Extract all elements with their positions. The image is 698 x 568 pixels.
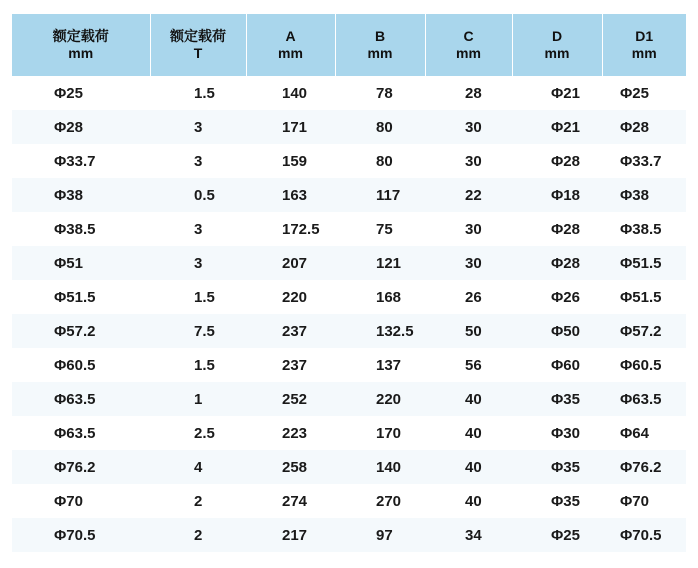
table-cell (12, 280, 150, 314)
table-cell (425, 246, 512, 280)
table-cell (602, 348, 686, 382)
cell-value: 237 (282, 322, 308, 340)
cell-value: Φ33.7 (620, 152, 662, 170)
table-cell (12, 212, 150, 246)
cell-value: Φ35 (551, 390, 580, 408)
table-row (12, 178, 686, 212)
table-cell (512, 416, 602, 450)
table-row (12, 416, 686, 450)
cell-value: Φ51.5 (620, 254, 662, 272)
cell-value: 121 (376, 254, 402, 272)
table-cell (12, 450, 150, 484)
table-body (12, 76, 686, 552)
table-cell (335, 280, 425, 314)
table-cell (335, 144, 425, 178)
cell-value: 40 (465, 424, 482, 442)
cell-value: 40 (465, 458, 482, 476)
cell-value: Φ25 (620, 84, 649, 102)
table-cell (12, 382, 150, 416)
cell-value: Φ38.5 (620, 220, 662, 238)
cell-value: Φ21 (551, 84, 580, 102)
table-cell (425, 450, 512, 484)
table-cell (150, 484, 246, 518)
cell-value: 207 (282, 254, 308, 272)
table-cell (425, 178, 512, 212)
table-cell (425, 110, 512, 144)
cell-value: Φ70.5 (620, 526, 662, 544)
cell-value: 140 (376, 458, 402, 476)
table-cell (246, 348, 335, 382)
table-cell (335, 416, 425, 450)
table-cell (246, 280, 335, 314)
table-cell (512, 450, 602, 484)
cell-value: Φ57.2 (620, 322, 662, 340)
table-row (12, 314, 686, 348)
table-row (12, 76, 686, 110)
cell-value: 137 (376, 356, 402, 374)
table-cell (150, 280, 246, 314)
cell-value: 3 (194, 118, 203, 136)
cell-value: Φ25 (551, 526, 580, 544)
column-header-unit: mm (278, 45, 303, 61)
table-cell (425, 382, 512, 416)
table-cell (512, 518, 602, 552)
cell-value: 237 (282, 356, 308, 374)
cell-value: 80 (376, 152, 393, 170)
cell-value: Φ38.5 (54, 220, 96, 238)
cell-value: Φ51.5 (620, 288, 662, 306)
cell-value: 30 (465, 152, 482, 170)
table-cell (12, 110, 150, 144)
cell-value: 2 (194, 492, 203, 510)
table-cell (335, 314, 425, 348)
table-cell (150, 212, 246, 246)
table-cell (335, 110, 425, 144)
table-cell (150, 450, 246, 484)
table-cell (150, 348, 246, 382)
cell-value: Φ57.2 (54, 322, 96, 340)
cell-value: 4 (194, 458, 203, 476)
table-cell (246, 416, 335, 450)
cell-value: 7.5 (194, 322, 215, 340)
table-cell (246, 450, 335, 484)
table-cell (602, 178, 686, 212)
table-cell (602, 416, 686, 450)
column-header-unit: mm (68, 45, 94, 61)
table-cell (425, 484, 512, 518)
cell-value: 28 (465, 84, 482, 102)
cell-value: 30 (465, 254, 482, 272)
table-cell (150, 518, 246, 552)
cell-value: 50 (465, 322, 482, 340)
table-row (12, 518, 686, 552)
cell-value: Φ35 (551, 458, 580, 476)
column-header-unit: mm (456, 45, 481, 61)
cell-value: 3 (194, 254, 203, 272)
table-row (12, 246, 686, 280)
cell-value: Φ28 (551, 254, 580, 272)
table-cell (12, 178, 150, 212)
cell-value: 2.5 (194, 424, 215, 442)
cell-value: 78 (376, 84, 393, 102)
table-cell (335, 178, 425, 212)
table-cell (12, 76, 150, 110)
table-cell (602, 484, 686, 518)
table-cell (602, 280, 686, 314)
table-cell (602, 110, 686, 144)
cell-value: Φ21 (551, 118, 580, 136)
cell-value: 168 (376, 288, 402, 306)
table-cell (425, 416, 512, 450)
cell-value: 40 (465, 492, 482, 510)
table-cell (602, 246, 686, 280)
cell-value: 80 (376, 118, 393, 136)
table-row (12, 450, 686, 484)
table-cell (425, 348, 512, 382)
cell-value: 56 (465, 356, 482, 374)
table-cell (512, 178, 602, 212)
header-row (12, 14, 686, 76)
table-cell (602, 450, 686, 484)
cell-value: 163 (282, 186, 308, 204)
cell-value: Φ25 (54, 84, 83, 102)
table-cell (12, 246, 150, 280)
cell-value: Φ63.5 (620, 390, 662, 408)
table-cell (150, 144, 246, 178)
cell-value: Φ64 (620, 424, 649, 442)
table-cell (150, 382, 246, 416)
cell-value: 30 (465, 220, 482, 238)
table-cell (150, 110, 246, 144)
cell-value: 258 (282, 458, 308, 476)
cell-value: 220 (282, 288, 308, 306)
table-cell (335, 246, 425, 280)
column-header-title: 额定载荷 (52, 28, 109, 44)
table-cell (246, 314, 335, 348)
cell-value: 270 (376, 492, 402, 510)
column-header-unit: mm (631, 45, 657, 61)
table-cell (246, 382, 335, 416)
column-header-title: C (463, 28, 474, 44)
cell-value: Φ60 (551, 356, 580, 374)
table-cell (512, 484, 602, 518)
column-header-title: 额定载荷 (170, 28, 226, 44)
table-cell (12, 348, 150, 382)
table-cell (335, 518, 425, 552)
table-cell (246, 110, 335, 144)
cell-value: Φ38 (54, 186, 83, 204)
table-cell (246, 518, 335, 552)
cell-value: 30 (465, 118, 482, 136)
column-header-unit: T (193, 45, 203, 61)
cell-value: Φ50 (551, 322, 580, 340)
cell-value: Φ70 (620, 492, 649, 510)
table-cell (150, 416, 246, 450)
cell-value: Φ18 (551, 186, 580, 204)
cell-value: Φ33.7 (54, 152, 96, 170)
cell-value: Φ38 (620, 186, 649, 204)
cell-value: 3 (194, 152, 203, 170)
cell-value: 117 (376, 186, 401, 204)
cell-value: Φ28 (620, 118, 649, 136)
cell-value: Φ63.5 (54, 424, 96, 442)
cell-value: Φ63.5 (54, 390, 96, 408)
table-cell (12, 518, 150, 552)
cell-value: Φ70.5 (54, 526, 96, 544)
table-cell (512, 314, 602, 348)
column-header (602, 14, 686, 76)
table-row (12, 280, 686, 314)
cell-value: 223 (282, 424, 308, 442)
table-row (12, 212, 686, 246)
table-row (12, 144, 686, 178)
cell-value: 252 (282, 390, 308, 408)
table-cell (602, 144, 686, 178)
table-cell (425, 518, 512, 552)
cell-value: Φ51 (54, 254, 83, 272)
cell-value: 0.5 (194, 186, 215, 204)
table-cell (512, 110, 602, 144)
cell-value: 1.5 (194, 356, 215, 374)
table-cell (512, 144, 602, 178)
table-cell (512, 280, 602, 314)
table-cell (246, 144, 335, 178)
cell-value: 132.5 (376, 322, 414, 340)
cell-value: 220 (376, 390, 402, 408)
table-cell (12, 416, 150, 450)
cell-value: Φ60.5 (620, 356, 662, 374)
cell-value: 97 (376, 526, 393, 544)
column-header (150, 14, 246, 76)
cell-value: 140 (282, 84, 308, 102)
cell-value: Φ28 (551, 220, 580, 238)
table-cell (602, 314, 686, 348)
cell-value: 75 (376, 220, 393, 238)
column-header-title: A (285, 28, 296, 44)
cell-value: 40 (465, 390, 482, 408)
cell-value: Φ70 (54, 492, 83, 510)
table-cell (246, 484, 335, 518)
table-cell (150, 314, 246, 348)
table-cell (150, 246, 246, 280)
column-header (512, 14, 602, 76)
cell-value: 2 (194, 526, 203, 544)
column-header (12, 14, 150, 76)
cell-value: 159 (282, 152, 308, 170)
cell-value: 22 (465, 186, 482, 204)
table-cell (425, 314, 512, 348)
table-cell (246, 246, 335, 280)
table-cell (425, 144, 512, 178)
table-cell (246, 178, 335, 212)
table-cell (602, 212, 686, 246)
cell-value: Φ76.2 (54, 458, 96, 476)
column-header-title: D (551, 28, 563, 44)
table-cell (512, 348, 602, 382)
cell-value: 274 (282, 492, 308, 510)
column-header (246, 14, 335, 76)
table-cell (150, 178, 246, 212)
cell-value: Φ60.5 (54, 356, 96, 374)
cell-value: 26 (465, 288, 482, 306)
cell-value: Φ26 (551, 288, 580, 306)
cell-value: 1 (194, 390, 203, 408)
table-cell (335, 484, 425, 518)
table-cell (425, 280, 512, 314)
table-cell (246, 76, 335, 110)
table-cell (335, 450, 425, 484)
column-header (335, 14, 425, 76)
column-header-title: D1 (635, 28, 654, 44)
table-cell (335, 382, 425, 416)
table-cell (602, 76, 686, 110)
table-cell (12, 314, 150, 348)
spec-table (12, 14, 686, 552)
table-cell (335, 348, 425, 382)
table-cell (512, 382, 602, 416)
table-cell (12, 484, 150, 518)
table-cell (512, 212, 602, 246)
table-cell (12, 144, 150, 178)
table-cell (335, 76, 425, 110)
cell-value: 171 (282, 118, 308, 136)
cell-value: Φ35 (551, 492, 580, 510)
cell-value: Φ28 (551, 152, 580, 170)
table-cell (602, 382, 686, 416)
cell-value: 1.5 (194, 288, 215, 306)
cell-value: 217 (282, 526, 308, 544)
cell-value: 170 (376, 424, 402, 442)
cell-value: Φ28 (54, 118, 83, 136)
column-header (425, 14, 512, 76)
cell-value: 3 (194, 220, 203, 238)
cell-value: Φ76.2 (620, 458, 662, 476)
table-header (12, 14, 686, 76)
table-row (12, 382, 686, 416)
cell-value: 172.5 (282, 220, 320, 238)
table-cell (246, 212, 335, 246)
column-header-unit: mm (367, 45, 393, 61)
column-header-unit: mm (544, 45, 570, 61)
table-cell (425, 76, 512, 110)
table-row (12, 484, 686, 518)
table-row (12, 348, 686, 382)
cell-value: Φ30 (551, 424, 580, 442)
table-cell (512, 76, 602, 110)
table-cell (602, 518, 686, 552)
table-cell (512, 246, 602, 280)
table-cell (150, 76, 246, 110)
cell-value: Φ51.5 (54, 288, 96, 306)
table-cell (425, 212, 512, 246)
cell-value: 34 (465, 526, 482, 544)
cell-value: 1.5 (194, 84, 215, 102)
table-row (12, 110, 686, 144)
column-header-title: B (374, 28, 386, 44)
table-cell (335, 212, 425, 246)
